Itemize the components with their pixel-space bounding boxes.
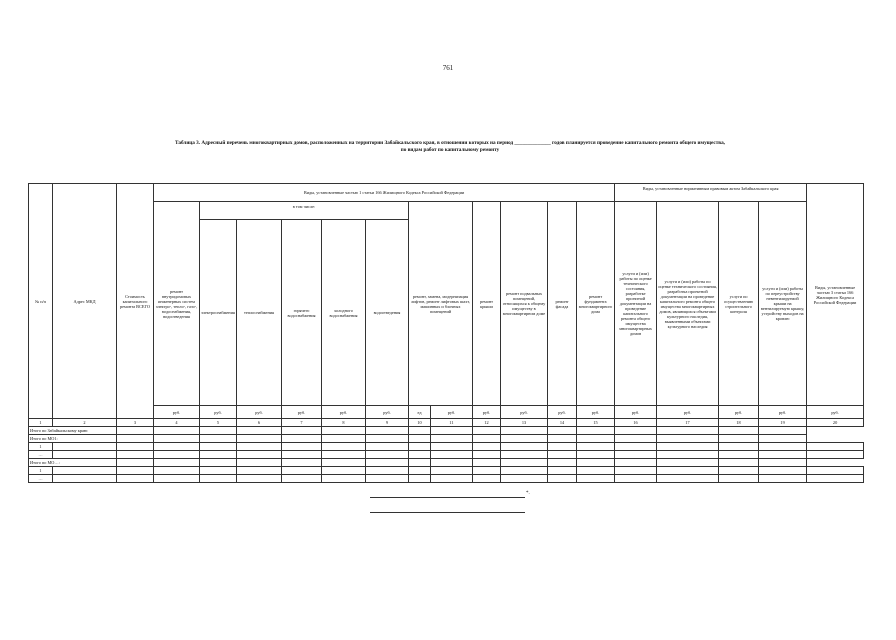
unit-col-14: руб. bbox=[548, 406, 577, 419]
col-number: 12 bbox=[473, 419, 501, 427]
header-col-15: ремонт фундамента многоквартирного дома bbox=[577, 202, 615, 406]
table-row bbox=[29, 475, 864, 483]
unit-col-17: руб. bbox=[657, 406, 719, 419]
header-group-regional: Виды, установленные нормативным правовым актом Забайкальского края bbox=[615, 184, 807, 202]
column-number-row bbox=[29, 419, 864, 427]
footnote-mark: *. bbox=[526, 491, 530, 496]
col-number: 9 bbox=[366, 419, 409, 427]
row-ellipsis: … bbox=[29, 475, 53, 483]
signature-line bbox=[370, 497, 525, 498]
unit-col-18: руб. bbox=[719, 406, 759, 419]
table-row bbox=[29, 451, 864, 459]
header-col-7: горячего водоснабжения bbox=[282, 220, 322, 406]
header-col-16: услуги и (или) работы по оценке технического состояния, разработке проектной документации на проведение капитального ремонта общего имущества многоквартирных домов bbox=[615, 202, 657, 406]
unit-col-12: руб. bbox=[473, 406, 501, 419]
unit-col-8: руб. bbox=[322, 406, 366, 419]
col-number: 7 bbox=[282, 419, 322, 427]
unit-col-9: руб. bbox=[366, 406, 409, 419]
row-number: 1 bbox=[29, 467, 53, 475]
unit-col-6: руб. bbox=[237, 406, 282, 419]
row-number: 1 bbox=[29, 443, 53, 451]
unit-col-13: руб. bbox=[501, 406, 548, 419]
table-row bbox=[29, 459, 864, 467]
unit-col-15: руб. bbox=[577, 406, 615, 419]
header-total: Стоимость капитального ремонта ВСЕГО bbox=[117, 184, 154, 419]
col-number: 15 bbox=[577, 419, 615, 427]
unit-col-10: ед bbox=[409, 406, 431, 419]
col-number: 13 bbox=[501, 419, 548, 427]
col-number: 11 bbox=[431, 419, 473, 427]
col-number: 2 bbox=[53, 419, 117, 427]
table-row bbox=[29, 467, 864, 475]
signature-line bbox=[370, 512, 525, 513]
header-col-14: ремонт фасада bbox=[548, 202, 577, 406]
unit-col-4: руб. bbox=[154, 406, 200, 419]
document-title bbox=[30, 140, 870, 154]
col-number: 1 bbox=[29, 419, 53, 427]
register-table bbox=[28, 183, 864, 483]
header-col-10-11: ремонт, замена, модернизация лифтов, ремонт лифтовых шахт, машинных и блочных помещений bbox=[409, 202, 473, 406]
col-number: 20 bbox=[807, 419, 864, 427]
col-number: 18 bbox=[719, 419, 759, 427]
col-number: 19 bbox=[759, 419, 807, 427]
header-including: в том числе: bbox=[200, 202, 409, 220]
header-address: Адрес МКД bbox=[53, 184, 117, 419]
col-number: 8 bbox=[322, 419, 366, 427]
header-col-9: водоотведения bbox=[366, 220, 409, 406]
header-col-18: услуги по осуществлению строительного контроля bbox=[719, 202, 759, 406]
header-col-6: теплоснабжения bbox=[237, 220, 282, 406]
page-number: 761 bbox=[442, 64, 454, 72]
col-number: 16 bbox=[615, 419, 657, 427]
col-number: 10 bbox=[409, 419, 431, 427]
col-number: 6 bbox=[237, 419, 282, 427]
header-num: № п/п bbox=[29, 184, 53, 419]
header-col-5: электроснабжения bbox=[200, 220, 237, 406]
header-col-8: холодного водоснабжения bbox=[322, 220, 366, 406]
header-group-art166-part1: Виды, установленные частью 1 статьи 166 Жилищного Кодекса Российской Федерации bbox=[154, 184, 615, 202]
title-line-2: по видам работ по капитальному ремонту bbox=[400, 147, 500, 153]
col-number: 14 bbox=[548, 419, 577, 427]
header-col-17: услуги и (или) работы по оценке технического состояния, разработка проектной документации на проведение капитального ремонта общего имущества многоквартирных домов, являющихся объектами культурного наследия, выявленными объектами культурного наследия bbox=[657, 202, 719, 406]
unit-col-16: руб. bbox=[615, 406, 657, 419]
unit-col-5: руб. bbox=[200, 406, 237, 419]
row-ellipsis: … bbox=[29, 451, 53, 459]
col-number: 3 bbox=[117, 419, 154, 427]
row-label-total-region: Итого по Забайкальскому краю: bbox=[29, 427, 117, 435]
table-row bbox=[29, 443, 864, 451]
header-col-19: услуги и (или) работы по переустройству невентилируемой крыши на вентилируемую крышу, устройству выходов на кровлю bbox=[759, 202, 807, 406]
row-label-total-mo: Итого по МО…: bbox=[29, 459, 117, 467]
title-line-1: Таблица 3. Адресный перечень многоквартирных домов, расположенных на территории Забайкальского края, в отношении которых на период ______________ годов планируется проведение капитального ремонта общего имущества, bbox=[175, 140, 725, 146]
unit-col-20: руб. bbox=[807, 406, 864, 419]
unit-col-7: руб. bbox=[282, 406, 322, 419]
col-number: 4 bbox=[154, 419, 200, 427]
row-label-total-mo1: Итого по МО1: bbox=[29, 435, 117, 443]
header-col-4: ремонт внутридомовых инженерных систем электро-, тепло-, газо-, водоснабжения, водоотведения bbox=[154, 202, 200, 406]
col-number: 5 bbox=[200, 419, 237, 427]
header-col-20: Виды, установленные частью 3 статьи 166 Жилищного Кодекса Российской Федерации bbox=[807, 184, 864, 406]
header-col-13: ремонт подвальных помещений, относящихся к общему имуществу в многоквартирном доме bbox=[501, 202, 548, 406]
table-row bbox=[29, 435, 864, 443]
col-number: 17 bbox=[657, 419, 719, 427]
unit-col-19: руб. bbox=[759, 406, 807, 419]
header-col-12: ремонт крыши bbox=[473, 202, 501, 406]
unit-col-11: руб. bbox=[431, 406, 473, 419]
table-row bbox=[29, 427, 864, 435]
